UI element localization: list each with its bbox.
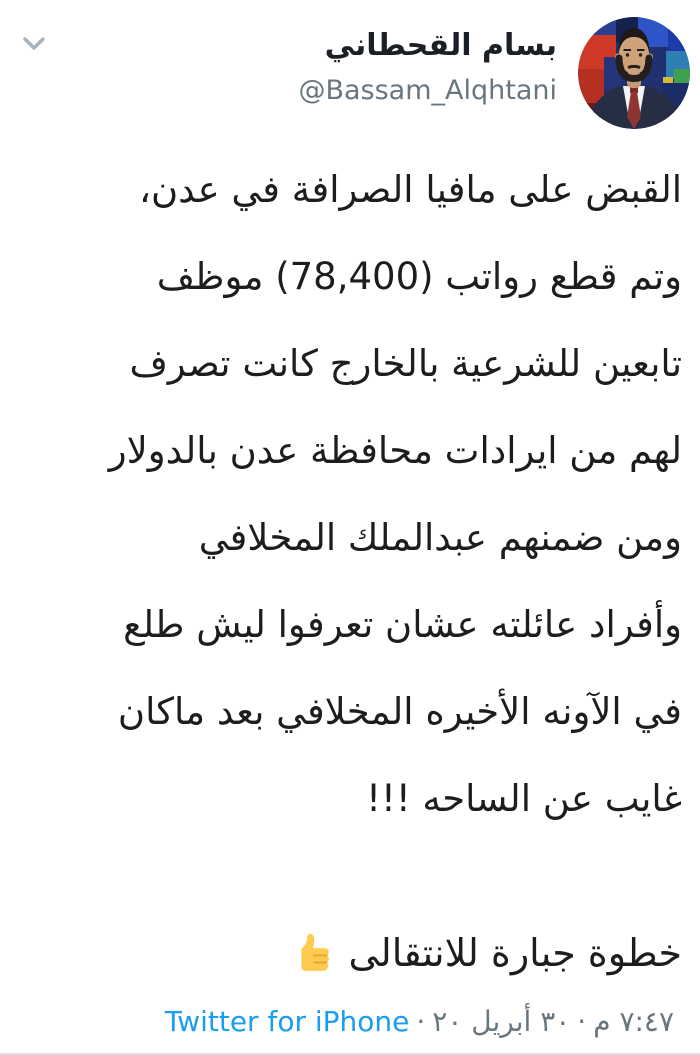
tweet-line: في الآونه الأخيره المخلافي بعد ماكان xyxy=(117,690,682,733)
chevron-down-icon[interactable] xyxy=(22,35,46,53)
thumbs-up-emoji xyxy=(288,930,334,976)
tweet-line: وتم قطع رواتب (78,400) موظف xyxy=(156,255,682,298)
tweet-text xyxy=(6,146,682,842)
tweet-line: القبض على مافيا الصرافة في عدن، xyxy=(139,168,682,211)
tweet-line: وأفراد عائلته عشان تعرفوا ليش طلع xyxy=(123,603,682,646)
author-display-name: بسام القحطاني xyxy=(324,28,557,63)
caption-text: خطوة جبارة للانتقالى xyxy=(348,931,682,975)
tweet-line: غايب عن الساحه !!! xyxy=(366,777,682,820)
tweet-author[interactable] xyxy=(298,28,557,107)
author-handle: @Bassam_Alqhtani xyxy=(298,75,557,106)
tweet-caption xyxy=(288,920,682,986)
meta-separator: · xyxy=(577,1005,587,1038)
tweet-time: ٧:٤٧ م xyxy=(593,1005,674,1038)
tweet-line: تابعين للشرعية بالخارج كانت تصرف xyxy=(129,342,682,385)
meta-separator: · xyxy=(416,1005,426,1038)
tweet-source-link[interactable]: Twitter for iPhone xyxy=(164,1005,410,1038)
avatar[interactable] xyxy=(578,17,690,129)
tweet-line: لهم من ايرادات محافظة عدن بالدولار xyxy=(108,429,682,472)
tweet-meta xyxy=(165,1002,674,1042)
tweet-date: ٣٠ أبريل ٢٠ xyxy=(432,1005,571,1038)
tweet-line: ومن ضمنهم عبدالملك المخلافي xyxy=(198,516,682,559)
